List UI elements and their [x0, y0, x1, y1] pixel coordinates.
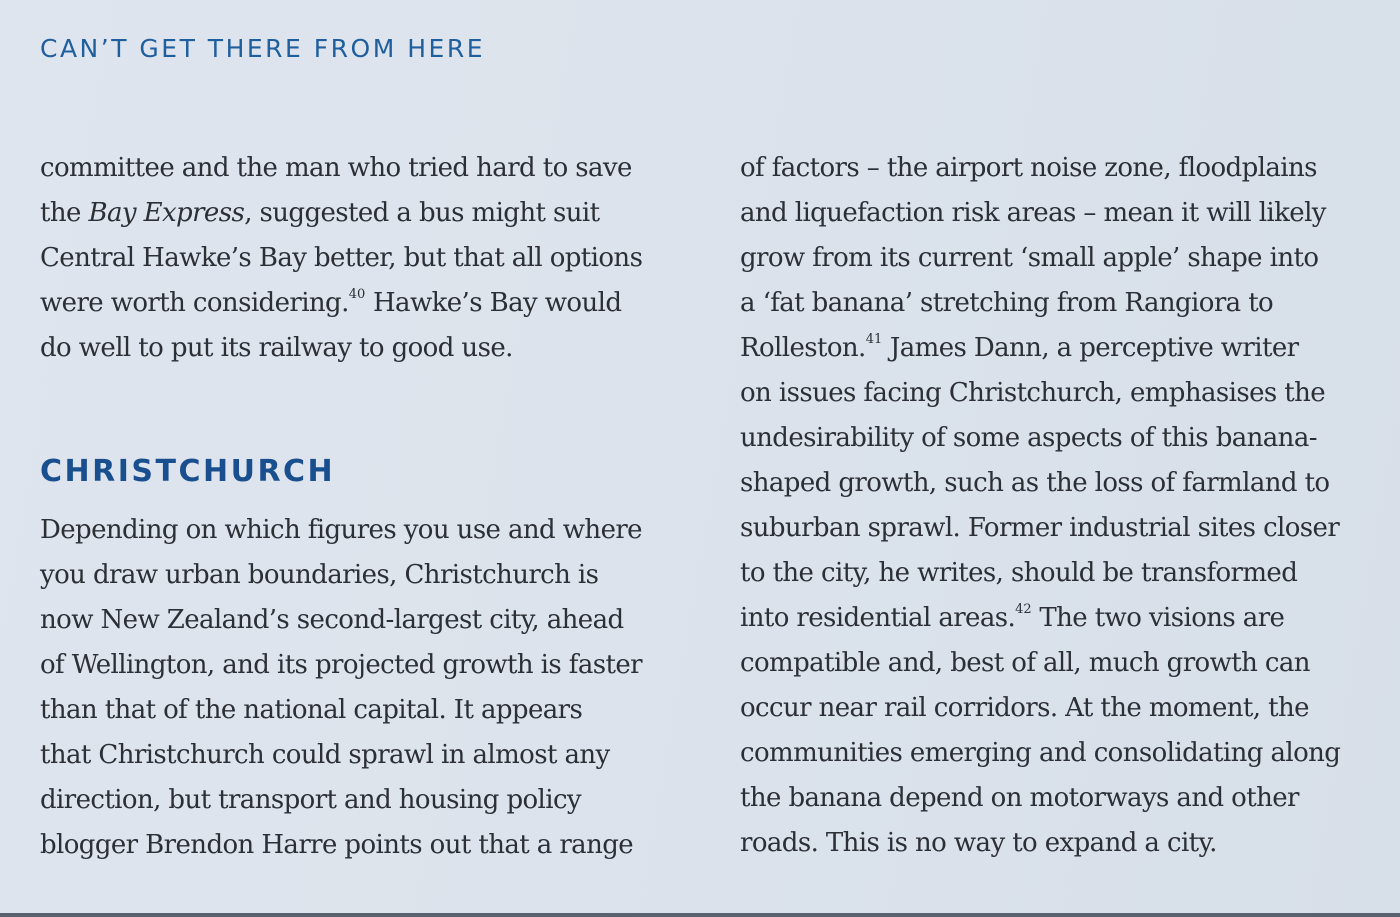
text-line: direction, but transport and housing policy [40, 785, 582, 815]
text-line: occur near rail corridors. At the moment, the [740, 693, 1309, 723]
text-line: undesirability of some aspects of this banana- [740, 423, 1317, 453]
text-run: Rolleston. [740, 333, 866, 363]
right-column [740, 146, 1380, 866]
footnote-marker: 41 [865, 332, 883, 347]
text-line: and liquefaction risk areas – mean it will likely [740, 198, 1326, 228]
text-line: that Christchurch could sprawl in almost any [40, 740, 610, 770]
running-head: CAN’T GET THERE FROM HERE [40, 34, 485, 63]
text-run: were worth considering. [40, 288, 349, 318]
text-line: the banana depend on motorways and other [740, 783, 1299, 813]
text-line [40, 281, 690, 326]
left-column [40, 146, 690, 868]
footnote-marker: 42 [1015, 602, 1032, 617]
text-line: on issues facing Christchurch, emphasises the [740, 378, 1326, 408]
text-line [740, 596, 1380, 641]
italic-title: Bay Express [88, 198, 245, 228]
section-heading: CHRISTCHURCH [40, 454, 336, 489]
text-line [40, 191, 690, 236]
paragraph-christchurch [40, 508, 690, 868]
text-line: do well to put its railway to good use. [40, 333, 513, 363]
text-line [740, 326, 1380, 371]
footnote-marker: 40 [348, 287, 366, 302]
text-run: , suggested a bus might suit [244, 198, 600, 228]
text-line: communities emerging and consolidating along [740, 738, 1341, 768]
text-run: Hawke’s Bay would [365, 288, 622, 318]
text-line: grow from its current ‘small apple’ shape into [740, 243, 1319, 273]
text-run: the [40, 198, 89, 228]
text-line: suburban sprawl. Former industrial sites closer [740, 513, 1340, 543]
text-line: Depending on which figures you use and where [40, 515, 642, 545]
text-line: committee and the man who tried hard to save [40, 153, 632, 183]
text-run: into residential areas. [740, 603, 1016, 633]
text-run: James Dann, a perceptive writer [882, 333, 1299, 363]
text-line: roads. This is no way to expand a city. [740, 828, 1217, 858]
page-bottom-edge [0, 913, 1400, 917]
section-spacer [40, 371, 690, 436]
text-line: blogger Brendon Harre points out that a range [40, 830, 634, 860]
text-line: shaped growth, such as the loss of farmland to [740, 468, 1330, 498]
text-line: now New Zealand’s second-largest city, ahead [40, 605, 624, 635]
paragraph-continuation [40, 146, 690, 371]
text-line: a ‘fat banana’ stretching from Rangiora to [740, 288, 1274, 318]
text-line: of Wellington, and its projected growth is faster [40, 650, 642, 680]
text-line: of factors – the airport noise zone, floodplains [740, 153, 1317, 183]
text-line: Central Hawke’s Bay better, but that all options [40, 243, 643, 273]
text-line: you draw urban boundaries, Christchurch is [40, 560, 599, 590]
text-line: to the city, he writes, should be transformed [740, 558, 1298, 588]
text-line: than that of the national capital. It appears [40, 695, 583, 725]
text-line: compatible and, best of all, much growth can [740, 648, 1310, 678]
text-run: The two visions are [1031, 603, 1285, 633]
